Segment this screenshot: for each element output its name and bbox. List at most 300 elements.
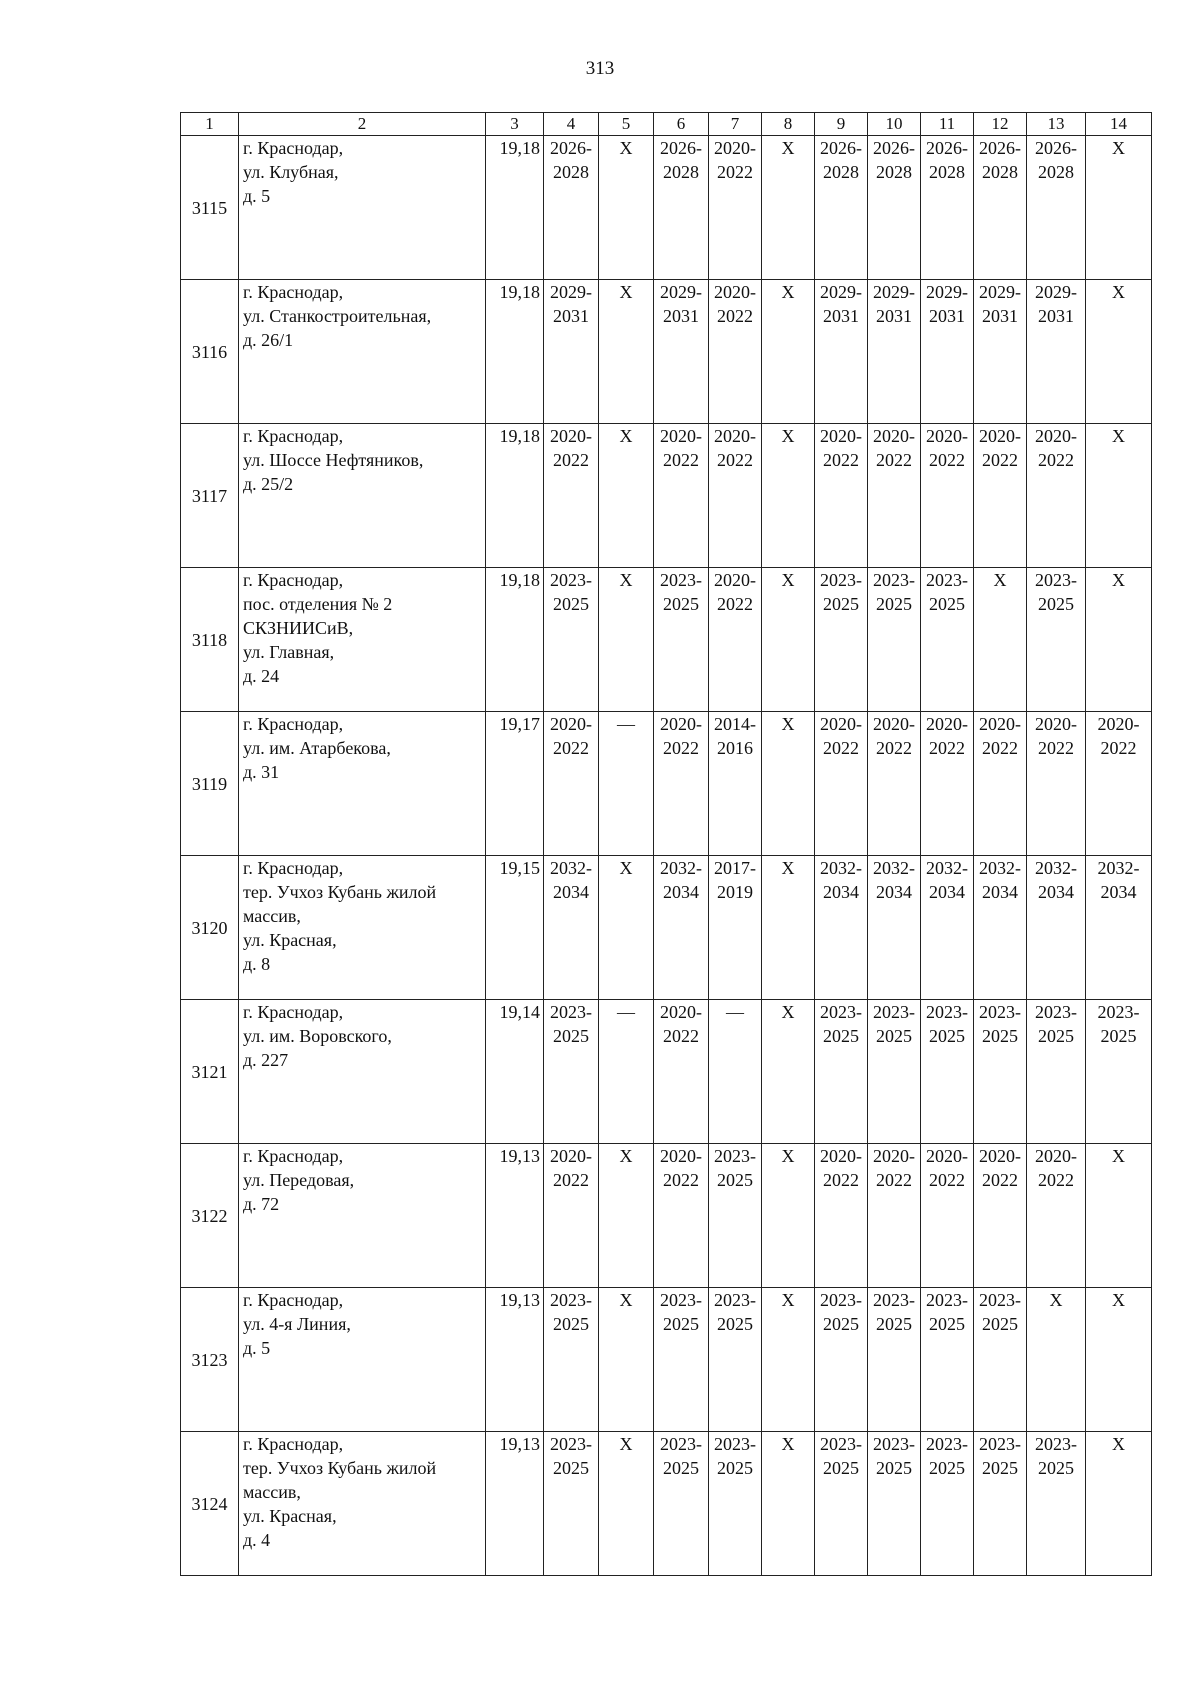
period-line: Х xyxy=(619,426,633,446)
period-line: 2025 xyxy=(823,1026,859,1046)
area-cell: 19,14 xyxy=(486,1000,544,1144)
period-line: 2034 xyxy=(1038,882,1074,902)
period-cell xyxy=(974,1432,1027,1576)
table-row xyxy=(181,136,1152,280)
period-line: 2026- xyxy=(979,138,1021,158)
period-cell xyxy=(709,1000,762,1144)
period-cell xyxy=(1027,856,1086,1000)
column-number-header: 5 xyxy=(599,113,654,136)
period-line: 2028 xyxy=(553,162,589,182)
period-line: Х xyxy=(619,570,633,590)
period-line: Х xyxy=(781,858,795,878)
period-cell xyxy=(921,136,974,280)
period-line: 2028 xyxy=(823,162,859,182)
period-line: 2023- xyxy=(873,1002,915,1022)
period-cell xyxy=(599,712,654,856)
period-cell xyxy=(544,1432,599,1576)
area-cell: 19,15 xyxy=(486,856,544,1000)
address-line: ул. им. Воровского, xyxy=(243,1026,392,1046)
period-line: 2020- xyxy=(550,714,592,734)
table-row xyxy=(181,280,1152,424)
period-cell xyxy=(1086,856,1152,1000)
period-cell xyxy=(1086,1288,1152,1432)
address-line: тер. Учхоз Кубань жилой xyxy=(243,882,437,902)
period-cell xyxy=(974,712,1027,856)
period-cell xyxy=(599,424,654,568)
period-line: 2025 xyxy=(553,1458,589,1478)
period-cell xyxy=(544,856,599,1000)
table-row xyxy=(181,1000,1152,1144)
period-line: 2025 xyxy=(663,594,699,614)
period-line: 2020- xyxy=(1035,1146,1077,1166)
period-line: Х xyxy=(619,858,633,878)
period-cell xyxy=(815,136,868,280)
column-number-header: 11 xyxy=(921,113,974,136)
column-number-header: 12 xyxy=(974,113,1027,136)
period-cell xyxy=(1027,136,1086,280)
period-line: 2022 xyxy=(663,1170,699,1190)
address-line: д. 4 xyxy=(243,1530,271,1550)
period-line: Х xyxy=(619,138,633,158)
period-line: 2023- xyxy=(926,1002,968,1022)
period-cell xyxy=(868,136,921,280)
address-line: ул. Главная, xyxy=(243,642,335,662)
period-line: 2022 xyxy=(1038,450,1074,470)
period-line: 2025 xyxy=(823,1314,859,1334)
period-cell xyxy=(544,280,599,424)
address-line: д. 26/1 xyxy=(243,330,294,350)
period-cell xyxy=(709,1288,762,1432)
period-line: Х xyxy=(781,138,795,158)
period-cell xyxy=(1027,1432,1086,1576)
period-line: 2032- xyxy=(1035,858,1077,878)
period-line: 2022 xyxy=(929,738,965,758)
period-cell xyxy=(1027,424,1086,568)
period-cell xyxy=(921,856,974,1000)
period-line: 2031 xyxy=(929,306,965,326)
period-cell xyxy=(815,1000,868,1144)
address-line: ул. Шоссе Нефтяников, xyxy=(243,450,424,470)
period-cell xyxy=(868,280,921,424)
row-number-cell: 3123 xyxy=(181,1288,239,1432)
period-cell xyxy=(599,1000,654,1144)
period-cell xyxy=(921,1000,974,1144)
period-line: 2019 xyxy=(717,882,753,902)
period-cell xyxy=(544,424,599,568)
period-cell xyxy=(709,1432,762,1576)
period-cell xyxy=(762,424,815,568)
period-cell xyxy=(709,1144,762,1288)
period-line: 2020- xyxy=(714,426,756,446)
period-cell xyxy=(599,568,654,712)
period-cell xyxy=(974,424,1027,568)
period-line: 2025 xyxy=(553,1026,589,1046)
period-line: Х xyxy=(781,714,795,734)
period-cell xyxy=(762,280,815,424)
period-line: 2023- xyxy=(979,1002,1021,1022)
period-line: 2020- xyxy=(926,714,968,734)
period-line: Х xyxy=(1112,1146,1125,1166)
period-cell xyxy=(762,1432,815,1576)
period-line: 2020- xyxy=(820,426,862,446)
period-line: 2031 xyxy=(823,306,859,326)
period-line: 2022 xyxy=(717,162,753,182)
column-number-header: 10 xyxy=(868,113,921,136)
period-line: 2025 xyxy=(1100,1026,1137,1046)
column-number-header: 13 xyxy=(1027,113,1086,136)
period-line: 2023- xyxy=(820,1290,862,1310)
period-cell xyxy=(762,568,815,712)
period-line: 2025 xyxy=(982,1026,1018,1046)
period-cell xyxy=(921,712,974,856)
period-line: 2025 xyxy=(1038,1458,1074,1478)
address-line: ул. Передовая, xyxy=(243,1170,355,1190)
period-line: 2023- xyxy=(550,1290,592,1310)
period-line: 2023- xyxy=(820,1434,862,1454)
period-cell xyxy=(974,1288,1027,1432)
address-line: д. 227 xyxy=(243,1050,289,1070)
address-line: г. Краснодар, xyxy=(243,858,344,878)
row-number-cell: 3124 xyxy=(181,1432,239,1576)
period-line: Х xyxy=(619,1290,633,1310)
period-line: Х xyxy=(781,426,795,446)
period-cell xyxy=(1086,424,1152,568)
period-line: 2022 xyxy=(553,450,589,470)
period-line: 2022 xyxy=(717,594,753,614)
area-cell: 19,13 xyxy=(486,1432,544,1576)
address-line: ул. Красная, xyxy=(243,1506,337,1526)
address-line: массив, xyxy=(243,1482,301,1502)
period-line: 2023- xyxy=(660,1290,702,1310)
period-line: 2014- xyxy=(714,714,756,734)
period-cell xyxy=(709,568,762,712)
period-cell xyxy=(654,712,709,856)
period-line: Х xyxy=(619,1434,633,1454)
period-cell xyxy=(654,1144,709,1288)
area-cell: 19,18 xyxy=(486,280,544,424)
period-line: 2026- xyxy=(1035,138,1077,158)
address-line: ул. Станкостроительная, xyxy=(243,306,432,326)
period-cell xyxy=(1027,568,1086,712)
period-line: 2028 xyxy=(982,162,1018,182)
table-row xyxy=(181,1288,1152,1432)
period-cell xyxy=(709,856,762,1000)
period-line: 2025 xyxy=(553,1314,589,1334)
period-line: 2020- xyxy=(660,1146,702,1166)
period-line: 2025 xyxy=(823,1458,859,1478)
period-cell xyxy=(815,712,868,856)
period-line: 2031 xyxy=(553,306,589,326)
period-line: 2020- xyxy=(1097,714,1140,734)
period-line: 2026- xyxy=(926,138,968,158)
period-cell xyxy=(762,136,815,280)
address-line: СКЗНИИСиВ, xyxy=(243,618,354,638)
address-line: д. 31 xyxy=(243,762,280,782)
period-cell xyxy=(921,568,974,712)
period-line: 2029- xyxy=(820,282,862,302)
period-line: 2029- xyxy=(550,282,592,302)
period-line: 2020- xyxy=(979,426,1021,446)
period-line: 2034 xyxy=(982,882,1018,902)
period-cell xyxy=(921,280,974,424)
address-line: г. Краснодар, xyxy=(243,714,344,734)
period-cell xyxy=(654,1000,709,1144)
column-number-header: 3 xyxy=(486,113,544,136)
period-cell xyxy=(1086,280,1152,424)
address-line: г. Краснодар, xyxy=(243,426,344,446)
period-line: 2020- xyxy=(660,426,702,446)
period-cell xyxy=(974,136,1027,280)
period-line: 2028 xyxy=(929,162,965,182)
address-line: д. 25/2 xyxy=(243,474,294,494)
period-cell xyxy=(921,1432,974,1576)
period-cell xyxy=(599,280,654,424)
period-line: 2026- xyxy=(820,138,862,158)
period-line: 2023- xyxy=(873,570,915,590)
column-number-header: 7 xyxy=(709,113,762,136)
period-cell xyxy=(762,856,815,1000)
table-row xyxy=(181,1432,1152,1576)
period-cell xyxy=(762,1144,815,1288)
address-cell xyxy=(239,424,486,568)
address-line: г. Краснодар, xyxy=(243,1002,344,1022)
period-line: 2022 xyxy=(1038,1170,1074,1190)
address-cell xyxy=(239,1000,486,1144)
period-line: 2020- xyxy=(820,714,862,734)
period-line: 2023- xyxy=(714,1146,756,1166)
period-cell xyxy=(709,424,762,568)
period-line: 2029- xyxy=(660,282,702,302)
period-line: 2028 xyxy=(876,162,912,182)
period-line: 2020- xyxy=(714,570,756,590)
period-line: 2023- xyxy=(979,1290,1021,1310)
period-cell xyxy=(654,280,709,424)
period-line: 2020- xyxy=(873,1146,915,1166)
period-line: 2022 xyxy=(876,1170,912,1190)
register-table xyxy=(180,112,1152,1576)
period-line: 2023- xyxy=(820,1002,862,1022)
address-line: пос. отделения № 2 xyxy=(243,594,393,614)
period-line: 2022 xyxy=(663,738,699,758)
period-line: 2032- xyxy=(1097,858,1140,878)
area-cell: 19,13 xyxy=(486,1288,544,1432)
period-line: 2034 xyxy=(553,882,589,902)
period-cell xyxy=(1027,1288,1086,1432)
period-line: 2023- xyxy=(550,1002,592,1022)
period-line: 2025 xyxy=(982,1458,1018,1478)
area-cell: 19,18 xyxy=(486,568,544,712)
column-number-header: 9 xyxy=(815,113,868,136)
area-cell: 19,18 xyxy=(486,136,544,280)
period-cell xyxy=(921,424,974,568)
address-cell xyxy=(239,280,486,424)
period-line: 2029- xyxy=(873,282,915,302)
address-line: ул. Клубная, xyxy=(243,162,339,182)
address-line: ул. им. Атарбекова, xyxy=(243,738,391,758)
row-number-cell: 3118 xyxy=(181,568,239,712)
period-line: 2029- xyxy=(926,282,968,302)
period-line: 2032- xyxy=(550,858,592,878)
row-number-cell: 3116 xyxy=(181,280,239,424)
column-number-header-row xyxy=(181,113,1152,136)
period-line: 2025 xyxy=(1038,1026,1074,1046)
period-cell xyxy=(868,1432,921,1576)
address-line: д. 5 xyxy=(243,1338,271,1358)
period-cell xyxy=(868,856,921,1000)
table-row xyxy=(181,1144,1152,1288)
table-body xyxy=(181,113,1152,1576)
period-line: 2025 xyxy=(929,1314,965,1334)
period-cell xyxy=(868,568,921,712)
period-line: 2025 xyxy=(929,594,965,614)
period-line: 2020- xyxy=(714,138,756,158)
period-line: 2023- xyxy=(660,1434,702,1454)
page-number: 313 xyxy=(585,58,615,79)
period-cell xyxy=(762,1000,815,1144)
period-cell xyxy=(762,1288,815,1432)
period-line: 2034 xyxy=(663,882,699,902)
period-line: 2023- xyxy=(714,1290,756,1310)
row-number-cell: 3115 xyxy=(181,136,239,280)
period-line: Х xyxy=(619,1146,633,1166)
period-line: 2026- xyxy=(873,138,915,158)
period-line: Х xyxy=(1112,138,1125,158)
row-number-cell: 3119 xyxy=(181,712,239,856)
period-line: 2023- xyxy=(820,570,862,590)
row-number-cell: 3120 xyxy=(181,856,239,1000)
table-row xyxy=(181,424,1152,568)
period-line: 2020- xyxy=(1035,426,1077,446)
period-line: 2022 xyxy=(929,450,965,470)
period-line: 2020- xyxy=(873,426,915,446)
period-line: 2020- xyxy=(979,714,1021,734)
address-line: ул. 4-я Линия, xyxy=(243,1314,351,1334)
period-line: 2025 xyxy=(823,594,859,614)
period-cell xyxy=(974,568,1027,712)
column-number-header: 8 xyxy=(762,113,815,136)
period-line: — xyxy=(726,1002,744,1022)
period-line: 2026- xyxy=(660,138,702,158)
address-line: д. 8 xyxy=(243,954,271,974)
period-line: 2020- xyxy=(714,282,756,302)
period-cell xyxy=(921,1288,974,1432)
period-line: 2020- xyxy=(550,1146,592,1166)
period-line: 2025 xyxy=(876,1458,912,1478)
period-line: 2020- xyxy=(550,426,592,446)
period-line: 2032- xyxy=(926,858,968,878)
period-line: 2023- xyxy=(550,1434,592,1454)
period-line: 2023- xyxy=(1097,1002,1140,1022)
period-line: 2020- xyxy=(926,426,968,446)
period-line: 2022 xyxy=(1100,738,1137,758)
period-cell xyxy=(544,712,599,856)
address-line: г. Краснодар, xyxy=(243,570,344,590)
period-cell xyxy=(1027,1000,1086,1144)
address-line: массив, xyxy=(243,906,301,926)
period-cell xyxy=(1027,712,1086,856)
period-line: 2031 xyxy=(663,306,699,326)
period-line: Х xyxy=(993,570,1007,590)
period-line: 2022 xyxy=(876,450,912,470)
period-line: 2025 xyxy=(929,1026,965,1046)
period-line: 2022 xyxy=(553,738,589,758)
row-number-cell: 3121 xyxy=(181,1000,239,1144)
period-line: 2032- xyxy=(979,858,1021,878)
area-cell: 19,17 xyxy=(486,712,544,856)
period-cell xyxy=(815,424,868,568)
period-line: 2020- xyxy=(1035,714,1077,734)
period-cell xyxy=(1086,1000,1152,1144)
period-line: Х xyxy=(781,1290,795,1310)
period-line: 2023- xyxy=(873,1290,915,1310)
address-line: д. 72 xyxy=(243,1194,280,1214)
period-line: 2017- xyxy=(714,858,756,878)
address-line: ул. Красная, xyxy=(243,930,337,950)
period-cell xyxy=(921,1144,974,1288)
period-line: 2022 xyxy=(982,1170,1018,1190)
period-line: 2025 xyxy=(982,1314,1018,1334)
period-line: Х xyxy=(1049,1290,1063,1310)
period-line: Х xyxy=(1112,1434,1125,1454)
period-line: 2022 xyxy=(717,450,753,470)
address-line: г. Краснодар, xyxy=(243,1434,344,1454)
period-cell xyxy=(815,1288,868,1432)
period-line: 2022 xyxy=(982,738,1018,758)
column-number-header: 14 xyxy=(1086,113,1152,136)
period-line: 2029- xyxy=(1035,282,1077,302)
period-cell xyxy=(868,1288,921,1432)
period-cell xyxy=(544,1000,599,1144)
period-cell xyxy=(1086,712,1152,856)
period-line: Х xyxy=(781,1002,795,1022)
period-cell xyxy=(654,856,709,1000)
period-line: 2022 xyxy=(663,1026,699,1046)
period-cell xyxy=(544,568,599,712)
period-cell xyxy=(599,1432,654,1576)
period-line: 2023- xyxy=(873,1434,915,1454)
period-cell xyxy=(1086,568,1152,712)
period-line: 2023- xyxy=(1035,1434,1077,1454)
period-line: 2022 xyxy=(717,306,753,326)
period-line: 2020- xyxy=(660,714,702,734)
period-cell xyxy=(709,136,762,280)
period-line: Х xyxy=(781,1434,795,1454)
period-line: 2020- xyxy=(660,1002,702,1022)
period-cell xyxy=(868,712,921,856)
period-line: Х xyxy=(1112,426,1125,446)
period-line: 2025 xyxy=(717,1170,753,1190)
column-number-header: 2 xyxy=(239,113,486,136)
column-number-header: 1 xyxy=(181,113,239,136)
period-cell xyxy=(974,1000,1027,1144)
period-line: 2023- xyxy=(926,570,968,590)
period-line: 2028 xyxy=(1038,162,1074,182)
period-line: 2022 xyxy=(823,450,859,470)
period-line: 2023- xyxy=(979,1434,1021,1454)
period-line: 2020- xyxy=(926,1146,968,1166)
period-cell xyxy=(599,856,654,1000)
period-line: 2022 xyxy=(876,738,912,758)
period-line: 2020- xyxy=(873,714,915,734)
period-cell xyxy=(974,856,1027,1000)
period-line: 2025 xyxy=(876,594,912,614)
address-cell xyxy=(239,1432,486,1576)
period-cell xyxy=(815,280,868,424)
address-line: г. Краснодар, xyxy=(243,138,344,158)
column-number-header: 6 xyxy=(654,113,709,136)
period-cell xyxy=(654,424,709,568)
period-cell xyxy=(974,280,1027,424)
